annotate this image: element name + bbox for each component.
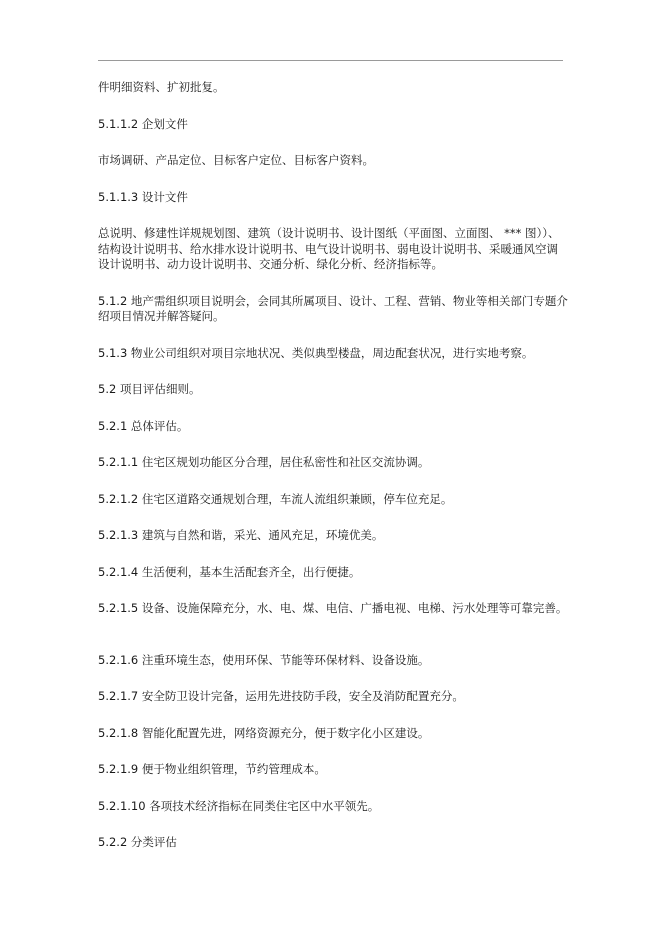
- paragraph-design-docs: 总说明、修建性详规规划图、建筑（设计说明书、设计图纸（平面图、立面图、 *** 图））、结构设计说明书、给水排水设计说明书、电气设计说明书、弱电设计说明书、采暖通风空调设计说明书、动力设计说明书、交通分析、绿化分析、经济指标等。: [98, 226, 560, 271]
- paragraph-planning-docs: 市场调研、产品定位、目标客户定位、目标客户资料。: [98, 153, 374, 167]
- header-rule: [98, 60, 563, 61]
- item-5-2-1-3: 5.2.1.3 建筑与自然和谐，采光、通风充足，环境优美。: [98, 528, 384, 542]
- document-body: [98, 80, 568, 851]
- item-5-2-1-5: 5.2.1.5 设备、设施保障充分，水、电、煤、电信、广播电视、电梯、污水处理等可靠完善。: [98, 601, 568, 615]
- item-5-2-1-6: 5.2.1.6 注重环境生态，使用环保、节能等环保材料、设备设施。: [98, 652, 430, 667]
- item-5-2-1-4: 5.2.1.4 生活便利，基本生活配套齐全，出行便捷。: [98, 564, 361, 579]
- item-5-2-1-10: 5.2.1.10 各项技术经济指标在同类住宅区中水平领先。: [98, 798, 380, 813]
- heading-5-1-1-3: 5.1.1.3 设计文件: [98, 189, 188, 204]
- heading-5-2-1: 5.2.1 总体评估。: [98, 418, 189, 433]
- paragraph-5-1-2: 5.1.2 地产需组织项目说明会，会同其所属项目、设计、工程、营销、物业等相关部门专题介绍项目情况并解答疑问。: [98, 293, 568, 323]
- paragraph-5-1-3: 5.1.3 物业公司组织对项目宗地状况、类似典型楼盘，周边配套状况，进行实地考察。: [98, 345, 534, 360]
- item-5-2-1-7: 5.2.1.7 安全防卫设计完备，运用先进技防手段，安全及消防配置充分。: [98, 689, 464, 703]
- item-5-2-1-1: 5.2.1.1 住宅区规划功能区分合理，居住私密性和社区交流协调。: [98, 455, 430, 469]
- heading-5-2-2: 5.2.2 分类评估: [98, 835, 177, 849]
- paragraph-continuation: 件明细资料、扩初批复。: [98, 80, 225, 94]
- heading-5-2: 5.2 项目评估细则。: [98, 382, 201, 396]
- item-5-2-1-9: 5.2.1.9 便于物业组织管理，节约管理成本。: [98, 762, 326, 776]
- heading-5-1-1-2: 5.1.1.2 企划文件: [98, 116, 188, 131]
- item-5-2-1-8: 5.2.1.8 智能化配置先进，网络资源充分，便于数字化小区建设。: [98, 725, 430, 740]
- item-5-2-1-2: 5.2.1.2 住宅区道路交通规划合理，车流人流组织兼顾，停车位充足。: [98, 491, 453, 506]
